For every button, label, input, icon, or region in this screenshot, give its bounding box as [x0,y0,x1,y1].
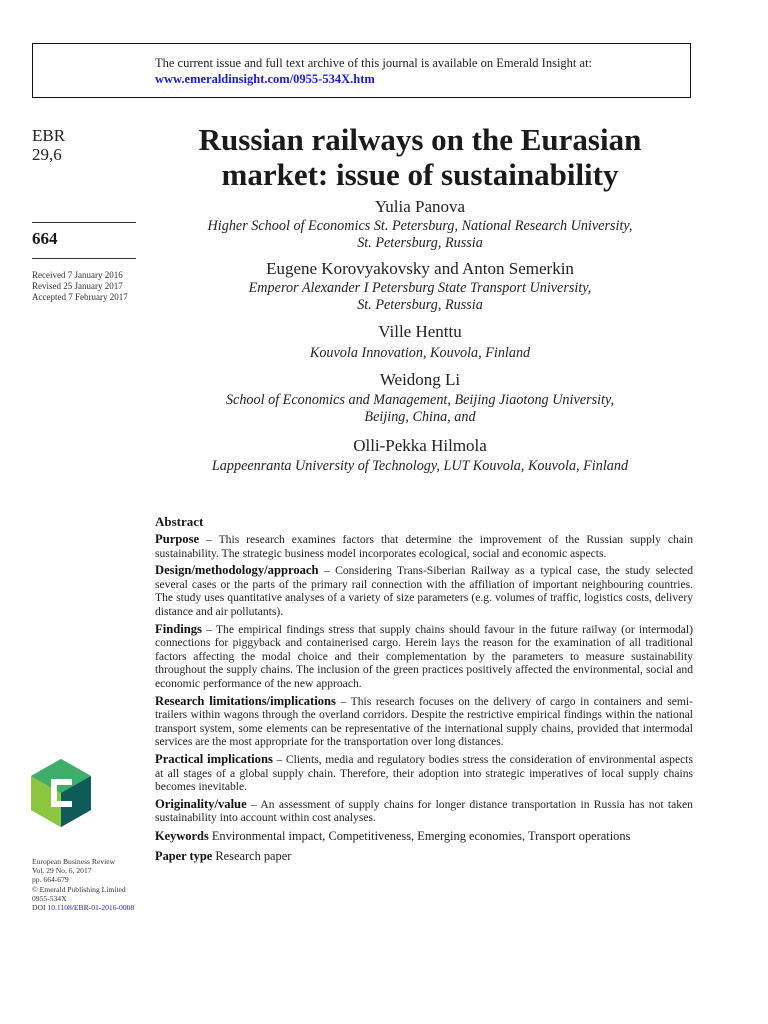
doi-line [32,903,134,912]
abstract-design: Design/methodology/approach – Considering Trans-Siberian Railway as a typical case, the study selected several cases or the parts of the primary rail connection with the affiliation of important neighbouring countries. The study uses quantitative analyses of a variety of size parameters (e.g. volumes of traffic, logistics costs, delivery distance and air pollutants). [155,563,694,618]
journal-volume: 29,6 [32,145,62,164]
section-text: Clients, media and regulatory bodies stress the consideration of environmental aspects at all stages of a global supply chain. Therefore, their adoption into strategic imperatives of local supply chains becomes inevitable. [155,752,694,794]
affiliation-line: Kouvola Innovation, Kouvola, Finland [309,345,531,361]
author-affiliation [150,218,690,252]
title-line: Russian railways on the Eurasian [198,122,642,157]
author-name: Yulia Panova [374,197,466,216]
journal-url-link[interactable]: www.emeraldinsight.com/0955-534X.htm [155,72,375,86]
author-affiliation [150,392,690,426]
keywords-text: Environmental impact, Competitiveness, Emerging economies, Transport operations [211,828,631,843]
page-number: 664 [32,229,58,248]
journal-notice-box [32,43,691,98]
section-label: Practical implications [155,751,273,766]
affiliation-line: Emperor Alexander I Petersburg State Transport University, [248,280,592,296]
author-affiliation [150,280,690,314]
affiliation-line: Beijing, China, and [364,409,476,425]
affiliation-line: School of Economics and Management, Beijing Jiaotong University, [225,392,615,408]
section-text: An assessment of supply chains for longer distance transportation in Russia has not taken sustainability into account within cost analyses. [155,797,693,825]
received-date: Received 7 January 2016 [32,270,123,280]
section-text: This research examines factors that determine the improvement of the Russian supply chain sustainability. The strategic business model incorporates ecological, social and economic aspects. [155,533,693,560]
keywords [155,829,693,844]
section-label: Originality/value [155,796,247,811]
issn: 0955-534X [32,893,67,903]
sidebar-rule [32,222,136,223]
keywords-label: Keywords [155,828,209,843]
abstract-limitations: Research limitations/implications – This research focuses on the delivery of cargo in containers and semi-trailers within wagons through the overland corridors. Despite the restrictive empirical findings within the national transport system, some elements can be representative of the international supply chains, provided that intermodal services are the most appropriate for the transportation over long distances. [155,693,693,749]
paper-type [155,849,693,864]
abstract-findings: Findings – The empirical findings stress that supply chains should favour in the future railway (or intermodal) connections for piggyback and containerised cargo. Herein lays the reason for the examination of all traditional factors affecting the modal choice and their complementation by the parameters to measure sustainability throughout the supply chains. The inclusion of the green practices positively affected the environmental, social and economic performance of the new approach. [155,621,693,690]
author-name: Olli-Pekka Hilmola [353,436,487,455]
author-name: Eugene Korovyakovsky and Anton Semerkin [266,259,574,278]
title-line: market: issue of sustainability [221,157,619,192]
author-affiliation [150,345,690,362]
page-range: pp. 664-679 [32,875,69,885]
emerald-logo-icon [30,758,92,828]
section-label: Design/methodology/approach [155,563,319,578]
affiliation-line: Higher School of Economics St. Petersburg, National Research University, [207,218,633,234]
doi-prefix: DOI [32,903,46,913]
abstract-practical: Practical implications – Clients, media and regulatory bodies stress the consideration of environmental aspects at all stages of a global supply chain. Therefore, their adoption into strategic imperatives of local supply chains becomes inevitable. [155,751,694,794]
sidebar-rule [32,258,136,259]
article-title [150,122,690,192]
author-affiliation [150,458,690,475]
section-text: The empirical findings stress that supply chains should favour in the future railway (or intermodal) connections for piggyback and containerised cargo. Herein lays the reason for the examination of all traditional factors affecting the modal choice and their complementation by the parameters to measure sustainability throughout the supply chains. The inclusion of the green practices positively affected the environmental, social and economic performance of the new approach. [155,622,693,690]
citation-footer [32,857,134,912]
paper-type-label: Paper type [155,848,213,863]
volume-issue: Vol. 29 No. 6, 2017 [32,866,92,876]
affiliation-line: St. Petersburg, Russia [357,297,483,313]
section-label: Purpose [155,532,200,546]
affiliation-line: St. Petersburg, Russia [357,235,483,251]
paper-type-text: Research paper [215,848,292,863]
notice-text: The current issue and full text archive of this journal is available on Emerald Insight at: [155,56,593,70]
section-text: This research focuses on the delivery of cargo in containers and semi-trailers within wagons through the overland corridors. Despite the restrictive empirical findings within the national transport system, some elements can be representative of the international supply chains, provided that intermodal services are the most appropriate for the transportation over long distances. [155,694,693,749]
abstract-heading: Abstract [155,514,204,529]
affiliation-line: Lappeenranta University of Technology, LUT Kouvola, Kouvola, Finland [211,458,629,474]
abstract-originality: Originality/value – An assessment of supply chains for longer distance transportation in Russia has not taken sustainability into account within cost analyses. [155,796,693,825]
abstract [155,514,693,869]
accepted-date: Accepted 7 February 2017 [32,292,128,302]
section-text: Considering Trans-Siberian Railway as a typical case, the study selected several cases or the parts of the primary rail connection with the affiliation of important neighbouring countries. The study uses quantitative analyses of a variety of size parameters (e.g. volumes of traffic, logistics costs, delivery distance and air pollutants). [155,564,694,618]
copyright: © Emerald Publishing Limited [32,884,126,894]
section-label: Findings [155,621,202,636]
abstract-purpose: Purpose – This research examines factors that determine the improvement of the Russian supply chain sustainability. The strategic business model incorporates ecological, social and economic aspects. [155,532,693,560]
section-label: Research limitations/implications [155,693,336,708]
journal-code: EBR [32,126,66,145]
author-name: Weidong Li [379,370,461,389]
journal-name: European Business Review [32,857,116,866]
author-name: Ville Henttu [378,322,462,341]
doi-link[interactable]: 10.1108/EBR-01-2016-0008 [47,903,135,913]
article-dates [32,270,128,303]
revised-date: Revised 25 January 2017 [32,281,123,291]
